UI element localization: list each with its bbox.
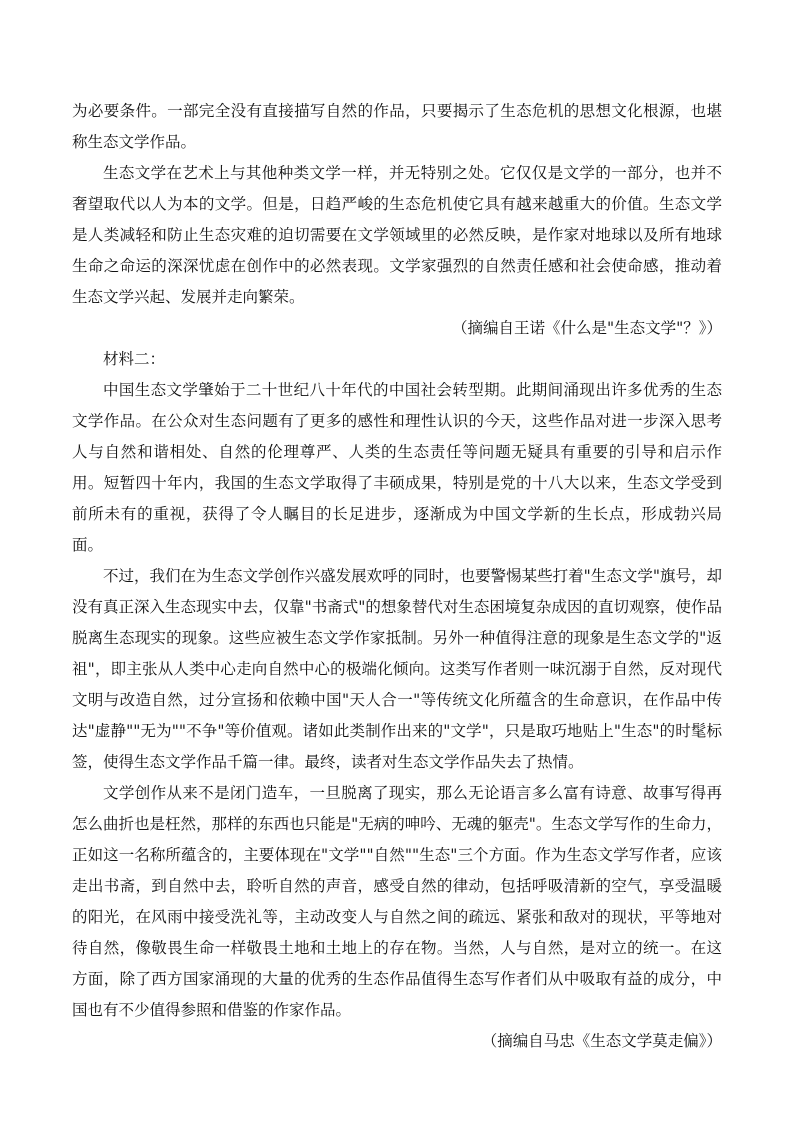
document-body — [72, 96, 722, 1057]
paragraph-creation-reality: 文学创作从来不是闭门造车，一旦脱离了现实，那么无论语言多么富有诗意、故事写得再怎么曲折也是枉然，那样的东西也只能是"无病的呻吟、无魂的躯壳"。生态文学写作的生命力，正如这一名称所蕴含的，主要体现在"文学""自然""生态"三个方面。作为生态文学写作者，应该走出书斋，到自然中去，聆听自然的声音，感受自然的律动，包括呼吸清新的空气，享受温暖的阳光，在风雨中接受洗礼等，主动改变人与自然之间的疏远、紧张和敌对的现状，平等地对待自然，像敬畏生命一样敬畏土地和土地上的存在物。当然，人与自然，是对立的统一。在这方面，除了西方国家涌现的大量的优秀的生态作品值得生态写作者们从中吸取有益的成分，中国也有不少值得参照和借鉴的作家作品。 — [72, 784, 722, 1019]
paragraph-china-ecoliterature: 中国生态文学肇始于二十世纪八十年代的中国社会转型期。此期间涌现出许多优秀的生态文学作品。在公众对生态问题有了更多的感性和理性认识的今天，这些作品对进一步深入思考人与自然和谐相处、自然的伦理尊严、人类的生态责任等问题无疑具有重要的引导和启示作用。短暂四十年内，我国的生态文学取得了丰硕成果，特别是党的十八大以来，生态文学受到前所未有的重视，获得了令人瞩目的长足进步，逐渐成为中国文学新的生长点，形成勃兴局面。 — [72, 381, 722, 554]
material-two-label: 材料二： — [103, 350, 166, 368]
paragraph-continuation: 为必要条件。一部完全没有直接描写自然的作品，只要揭示了生态危机的思想文化根源，也堪称生态文学作品。 — [72, 102, 722, 151]
paragraph-ecoliterature-art: 生态文学在艺术上与其他种类文学一样，并无特别之处。它仅仅是文学的一部分，也并不奢望取代以人为本的文学。但是，日趋严峻的生态危机使它具有越来越重大的价值。生态文学是人类减轻和防止生态灾难的迫切需要在文学领域里的必然反映，是作家对地球以及所有地球生命之命运的深深忧虑在创作中的必然表现。文学家强烈的自然责任感和社会使命感，推动着生态文学兴起、发展并走向繁荣。 — [72, 164, 722, 306]
paragraph-warning: 不过，我们在为生态文学创作兴盛发展欢呼的同时，也要警惕某些打着"生态文学"旗号，却没有真正深入生态现实中去，仅靠"书斋式"的想象替代对生态困境复杂成因的直切观察，使作品脱离生态现实的现象。这些应被生态文学作家抵制。另外一种值得注意的现象是生态文学的"返祖"，即主张从人类中心走向自然中心的极端化倾向。这类写作者则一味沉溺于自然，反对现代文明与改造自然，过分宣扬和依赖中国"天人合一"等传统文化所蕴含的生命意识，在作品中传达"虚静""无为""不争"等价值观。诸如此类制作出来的"文学"，只是取巧地贴上"生态"的时髦标签，使得生态文学作品千篇一律。最终，读者对生态文学作品失去了热情。 — [72, 567, 722, 771]
source-citation-wang-nuo: （摘编自王诺《什么是"生态文学"？》） — [451, 319, 722, 337]
source-citation-ma-zhong: （摘编自马忠《生态文学莫走偏》） — [481, 1032, 722, 1050]
